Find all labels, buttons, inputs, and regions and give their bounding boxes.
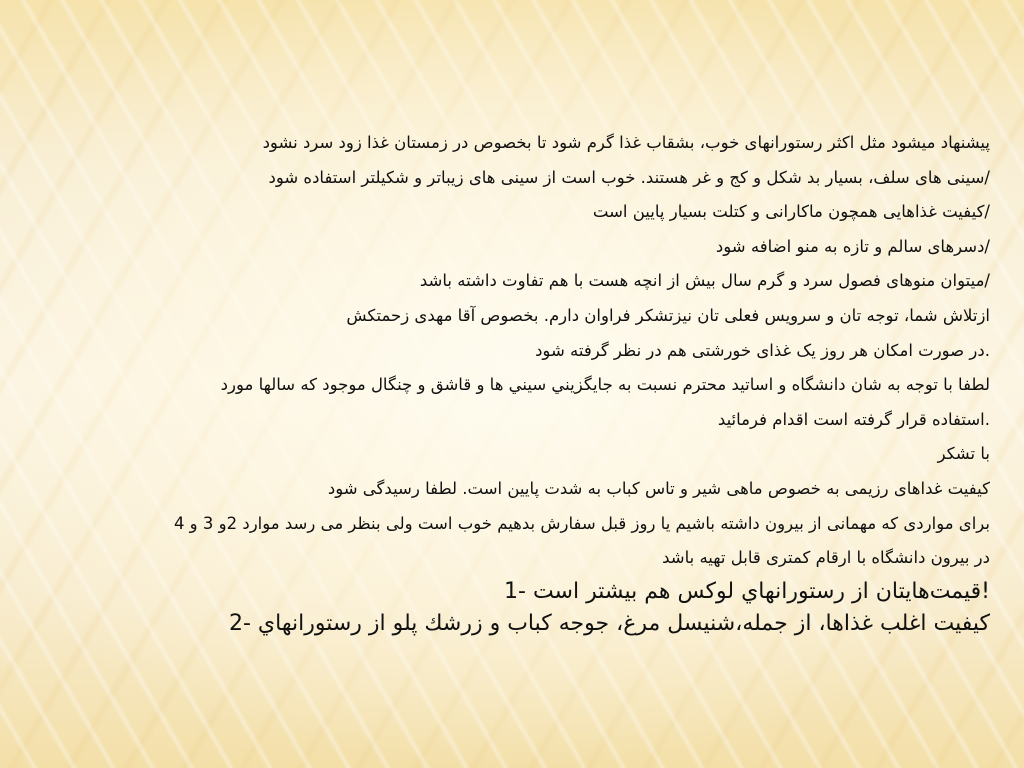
- text-line: کیفیت غداهای رزیمی به خصوص ماهی شیر و تاس کباب به شدت پایین است. لطفا رسیدگی شود: [327, 478, 990, 498]
- text-line: برای مواردی که مهمانی از بیرون داشته باشیم یا روز قبل سفارش بدهیم خوب است ولی بنظر می رسد موارد 2و 3 و 4: [173, 513, 990, 533]
- text-line: /کیفیت غذاهایی همچون ماکارانی و کتلت بسیار پایین است: [592, 202, 990, 222]
- text-line: /سینی های سلف، بسیار بد شکل و کج و غر هستند. خوب است از سینی های زیباتر و شکیلتر استفاده شود: [268, 167, 990, 187]
- text-line: .استفاده قرار گرفته است اقدام فرمائید: [717, 409, 990, 429]
- text-line: !قیمت‌هایتان از رستورانهاي لوکس هم بیشتر است -1: [504, 578, 990, 604]
- text-line: کیفیت اغلب غذاها، از جمله،شنیسل مرغ، جوجه کباب و زرشك پلو از رستورانهاي -2: [228, 610, 990, 636]
- text-line: لطفا با توجه به شان دانشگاه و اساتید محترم نسبت به جايگزيني سيني ها و قاشق و چنگال موجود که سالها مورد: [220, 375, 990, 395]
- text-line: پیشنهاد میشود مثل اکثر رستورانهای خوب، بشقاب غذا گرم شود تا بخصوص در زمستان غذا زود سرد نشود: [262, 133, 990, 152]
- text-line: با تشکر: [937, 444, 990, 464]
- text-line: .در صورت امکان هر روز یک غذای خورشتی هم در نظر گرفته شود: [535, 340, 990, 360]
- text-line: در بیرون دانشگاه با ارقام کمتری قابل تهیه باشد: [662, 548, 990, 568]
- text-line: ازتلاش شما، توجه تان و سرویس فعلی تان نیزتشکر فراوان دارم. بخصوص آقا مهدی زحمتکش: [346, 305, 990, 325]
- text-line: /دسرهای سالم و تازه به منو اضافه شود: [715, 236, 990, 256]
- feedback-text-block: [70, 126, 990, 640]
- text-line: /میتوان منوهای فصول سرد و گرم سال بیش از انچه هست با هم تفاوت داشته باشد: [419, 271, 990, 291]
